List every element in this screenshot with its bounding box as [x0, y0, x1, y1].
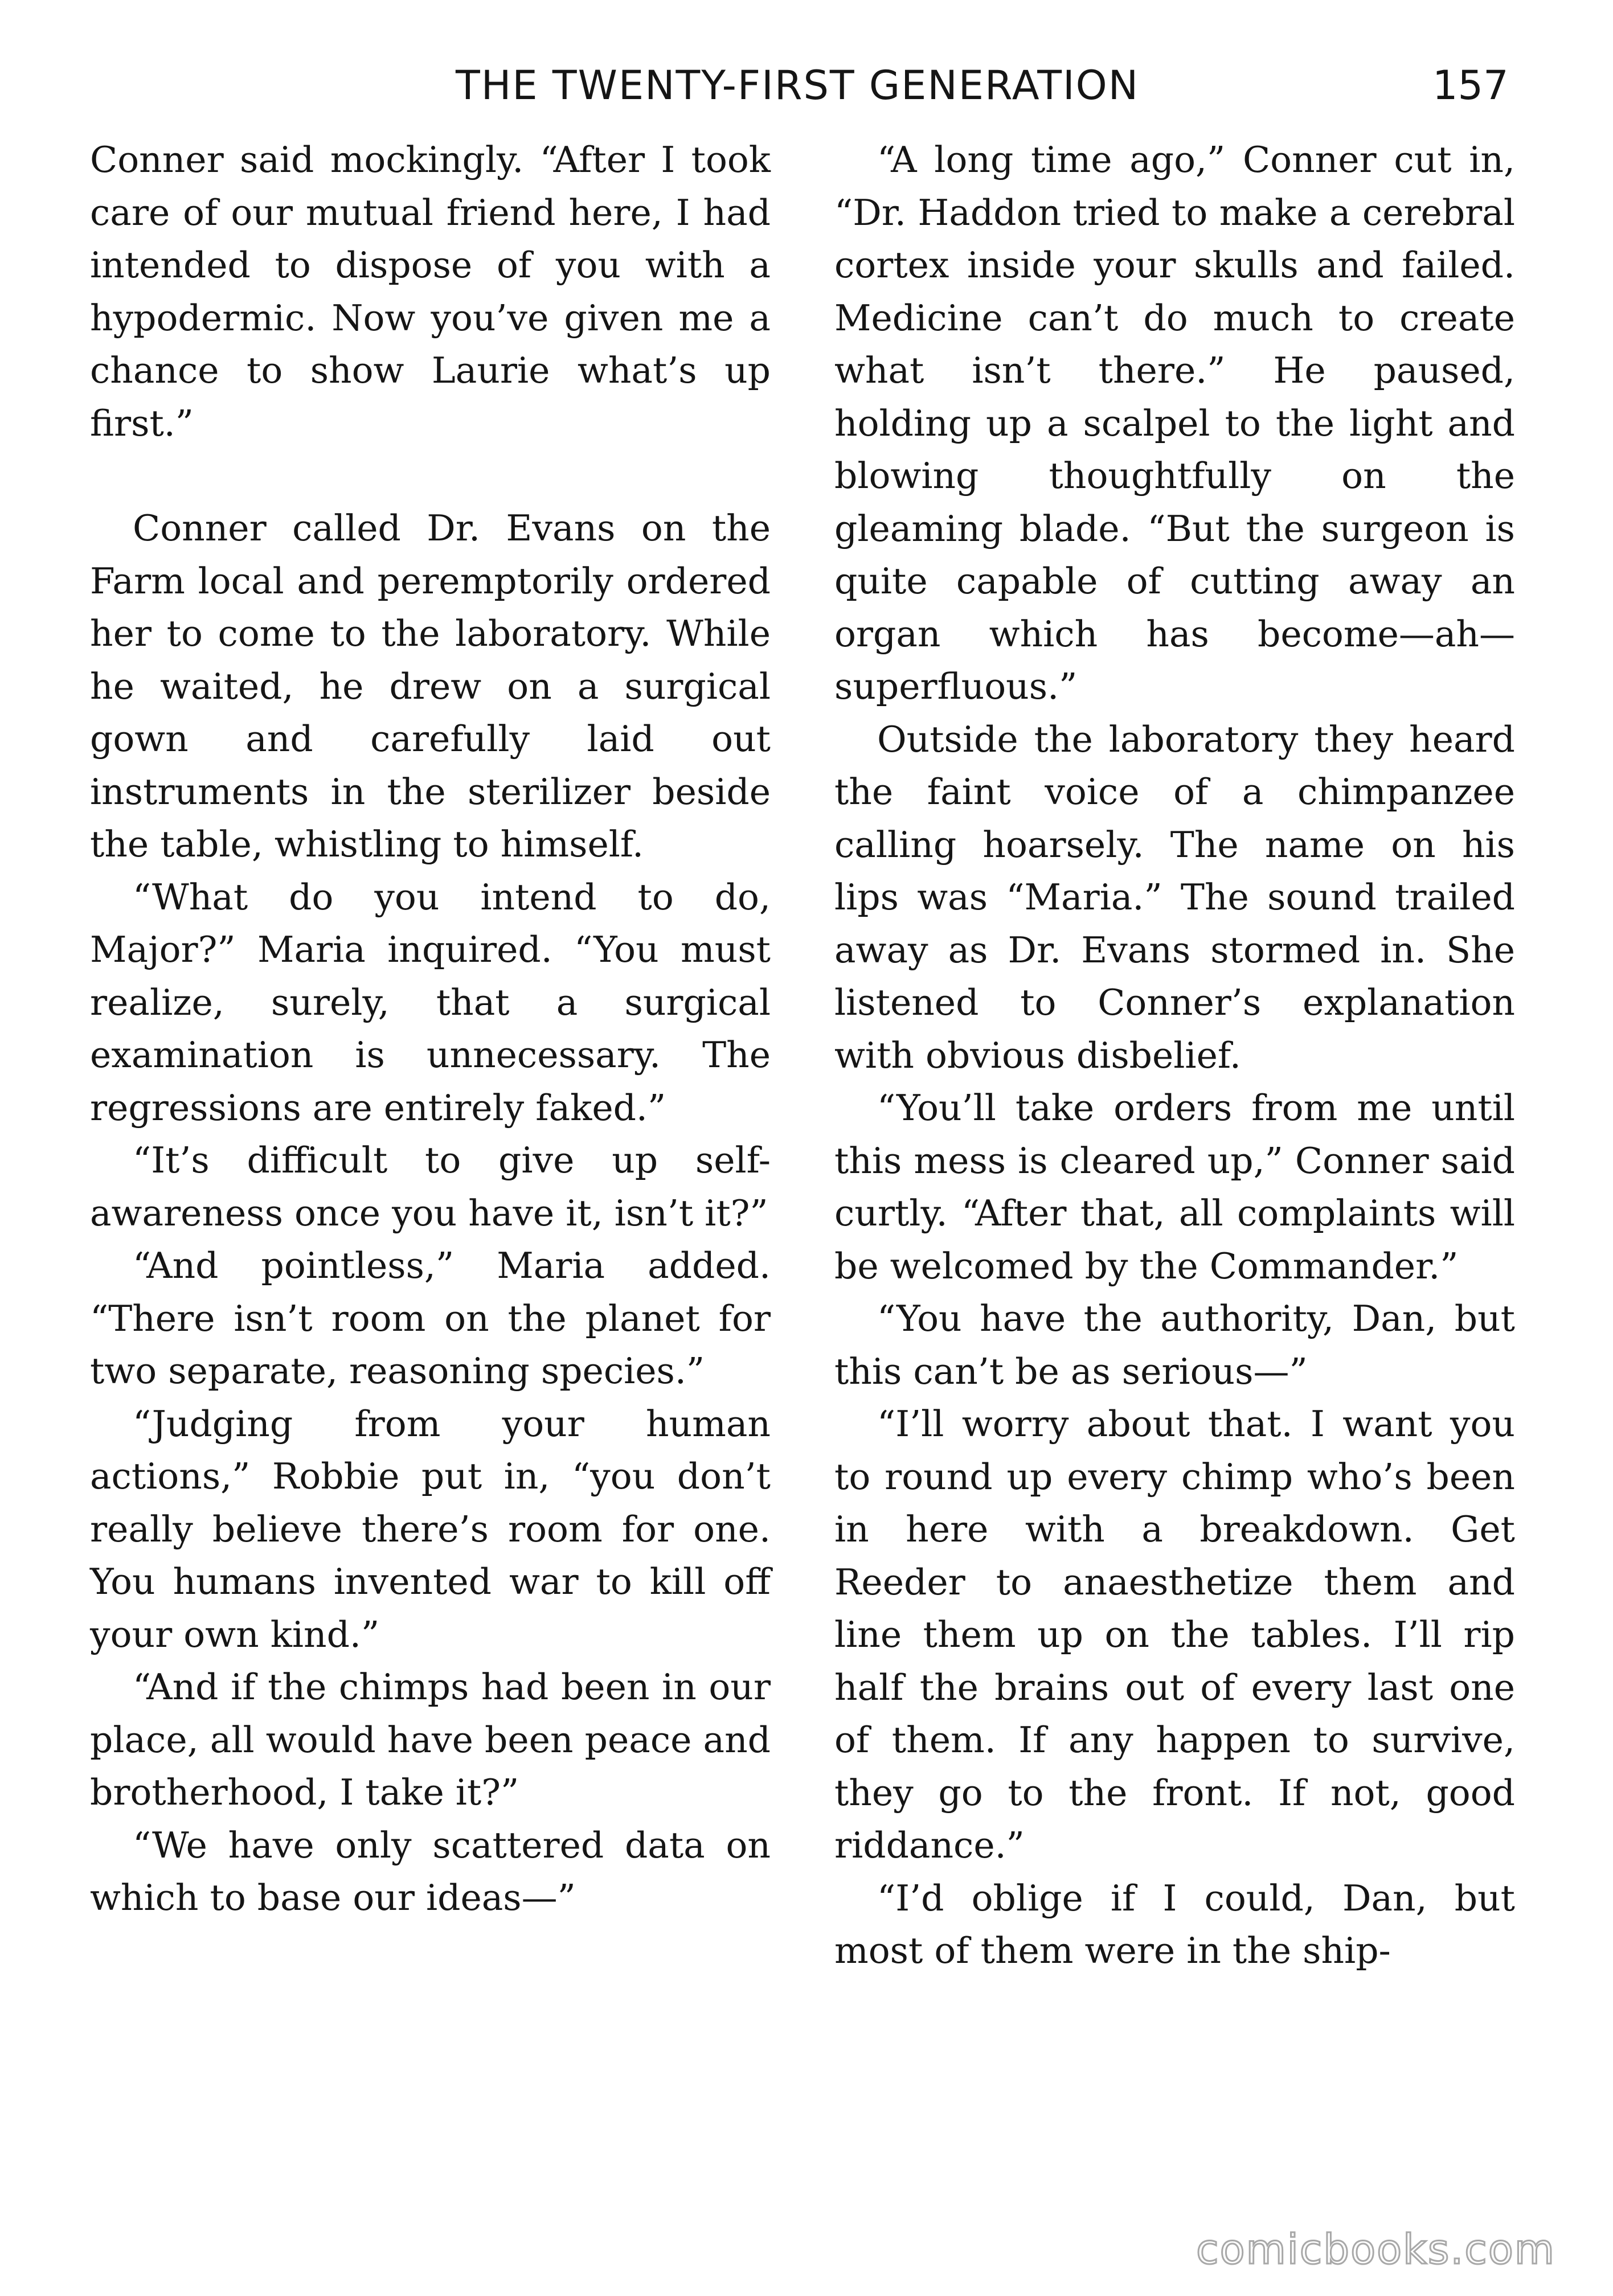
- paragraph: “You’ll take orders from me until this mess is cleared up,” Conner said curtly. “After that, all complaints will be welcomed by the Commander.”: [834, 1087, 1515, 1287]
- paragraph: “I’ll worry about that. I want you to round up every chimp who’s been in here with a breakdown. Get Reeder to anaesthetize them and line them up on the tables. I’ll rip half the brains out of every last one of them. If any happen to survive, they go to the front. If not, good riddance.”: [834, 1403, 1515, 1866]
- left-text-column: [90, 134, 771, 1925]
- right-text-column: [834, 134, 1515, 1978]
- site-watermark: comicbooks.com: [1196, 2225, 1556, 2273]
- running-title: THE TWENTY-FIRST GENERATION: [456, 62, 1140, 109]
- paragraph: “You have the authority, Dan, but this can’t be as serious—”: [834, 1298, 1515, 1392]
- paragraph: “We have only scattered data on which to base our ideas—”: [90, 1824, 771, 1918]
- paragraph: “What do you intend to do, Major?” Maria inquired. “You must realize, surely, that a surgical examination is unnecessary. The regressions are entirely faked.”: [90, 876, 771, 1129]
- paragraph: “I’d oblige if I could, Dan, but most of them were in the ship-: [834, 1877, 1515, 1971]
- paragraph: Outside the laboratory they heard the faint voice of a chimpanzee calling hoarsely. The name on his lips was “Maria.” The sound trailed away as Dr. Evans stormed in. She listened to Conner’s explanation with obvious disbelief.: [834, 718, 1515, 1076]
- paragraph: “A long time ago,” Conner cut in, “Dr. Haddon tried to make a cerebral cortex inside your skulls and failed. Medicine can’t do much to create what isn’t there.” He paused, holding up a scalpel to the light and blowing thoughtfully on the gleaming blade. “But the surgeon is quite capable of cutting away an organ which has become—ah—superfluous.”: [834, 139, 1515, 707]
- running-header: [0, 57, 1613, 120]
- paragraph: “Judging from your human actions,” Robbie put in, “you don’t really believe there’s room for one. You humans invented war to kill off your own kind.”: [90, 1403, 771, 1655]
- paragraph: Conner said mockingly. “After I took care of our mutual friend here, I had intended to dispose of you with a hypodermic. Now you’ve given me a chance to show Laurie what’s up first.”: [90, 139, 771, 444]
- paragraph: Conner called Dr. Evans on the Farm local and peremptorily ordered her to come to the laboratory. While he waited, he drew on a surgical gown and carefully laid out instruments in the sterilizer beside the table, whistling to himself.: [90, 507, 771, 865]
- paragraph: “And if the chimps had been in our place, all would have been peace and brotherhood, I take it?”: [90, 1666, 771, 1813]
- paragraph: “And pointless,” Maria added. “There isn’t room on the planet for two separate, reasoning species.”: [90, 1245, 771, 1392]
- paragraph: “It’s difficult to give up self-awareness once you have it, isn’t it?”: [90, 1139, 771, 1234]
- page-number: 157: [1432, 62, 1509, 109]
